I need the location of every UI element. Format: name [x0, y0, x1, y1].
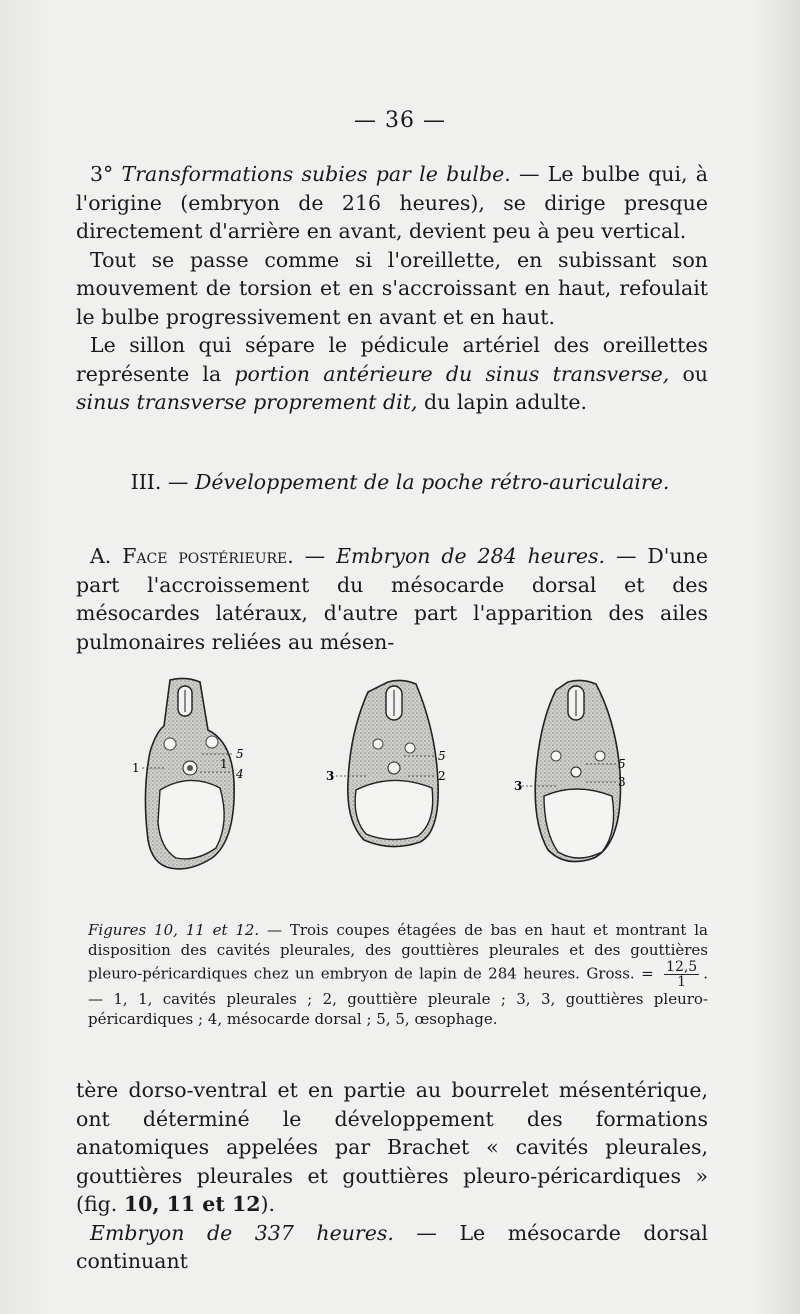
last-paragraph — [76, 1219, 708, 1276]
paragraph-3 — [76, 331, 708, 417]
embryo-sections-illustration — [120, 672, 680, 882]
paragraph-3-text-b: ou — [669, 361, 709, 386]
magnification-fraction — [664, 960, 699, 989]
continuation-paragraph — [76, 1076, 708, 1219]
caption-text-a: — Trois coupes étagées de bas en haut et montrant la disposition des cavités pleurales, des gouttières pleurales et des gouttières pleuro-péricardiques chez un embryon de lapin de 284 heures. Gross. = — [88, 921, 708, 983]
caption-figure-numbers: Figures 10, 11 et 12. — [88, 921, 260, 939]
figure-10-11-12 — [120, 672, 680, 882]
section-a-label: A. Face postérieure. — [90, 544, 294, 568]
section-heading — [0, 470, 800, 494]
paragraph-3-em2: sinus transverse proprement dit, — [76, 390, 418, 414]
figure-12-section — [514, 680, 626, 861]
heading-numeral: III. — — [130, 470, 195, 494]
dash: — — [510, 162, 548, 186]
fig10-label-1b: 1 — [220, 757, 228, 771]
paragraph-3-em1: portion antérieure du sinus transverse, — [234, 361, 670, 386]
continuation-text-a: tère dorso-ventral et en partie au bourrelet mésentérique, ont déterminé le développement des formations anatomiques appelées par Brachet « cavités pleurales, gouttières pleurales et gouttières pleuro-péricardiques » (fig. — [76, 1078, 708, 1216]
figure-10-section — [132, 678, 244, 868]
paragraph-3-text-a: Le sillon qui sépare le pédicule artériel des oreillettes représente la — [76, 333, 708, 386]
section-3-label: 3° — [90, 162, 122, 186]
caption-text-b: . — 1, 1, cavités pleurales ; 2, gouttière pleurale ; 3, 3, gouttières pleuro-péricardiques ; 4, mésocarde dorsal ; 5, 5, œsophage. — [88, 964, 708, 1028]
fig10-label-5: 5 — [236, 747, 244, 761]
heading-title: Développement de la poche rétro-auriculaire. — [194, 470, 670, 494]
last-paragraph-text: — Le mésocarde dorsal continuant — [76, 1220, 708, 1273]
fig10-label-4: 4 — [236, 767, 244, 781]
section-a-block — [76, 542, 708, 656]
section-a-paragraph — [76, 542, 708, 656]
continuation-text-b: ). — [260, 1192, 275, 1216]
paragraph-2: Tout se passe comme si l'oreillette, en subissant son mouvement de torsion et en s'accroissant en haut, refoulait le bulbe progressivement en avant et en haut. — [76, 247, 708, 329]
fig12-label-3a: 3 — [618, 775, 626, 789]
section-3-title: Transformations subies par le bulbe. — [121, 162, 511, 186]
fig11-label-2: 2 — [438, 769, 446, 783]
section-3-text: Le bulbe qui, à l'origine (embryon de 216 heures), se dirige presque directement d'arrière en avant, devient peu à peu vertical. — [76, 162, 708, 243]
fig11-label-3: 3 — [326, 769, 335, 783]
figure-reference: 10, 11 et 12 — [123, 1192, 261, 1216]
figure-caption — [88, 920, 708, 1029]
paragraph-3-text-c: du lapin adulte. — [417, 390, 587, 414]
page-number: — 36 — — [354, 108, 446, 133]
fig10-label-1a: 1 — [132, 761, 140, 775]
fig11-label-5: 5 — [438, 749, 446, 763]
last-paragraph-title: Embryon de 337 heures. — [90, 1220, 394, 1245]
section-a-title: Embryon de 284 heures. — [336, 544, 606, 568]
dash: — — [293, 544, 337, 568]
fraction-denominator: 1 — [677, 974, 687, 990]
continuation-block — [76, 1076, 708, 1276]
section-a-text: — D'une part l'accroissement du mésocarde dorsal et des mésocardes latéraux, d'autre part l'apparition des ailes pulmonaires reliées au mésen- — [76, 544, 708, 654]
section-3-block — [76, 160, 708, 417]
fraction-numerator: 12,5 — [666, 959, 698, 975]
fig12-label-3b: 3 — [514, 779, 523, 793]
figure-11-section — [326, 680, 446, 846]
fig12-label-5: 5 — [618, 757, 626, 771]
section-3-paragraph — [76, 160, 708, 246]
